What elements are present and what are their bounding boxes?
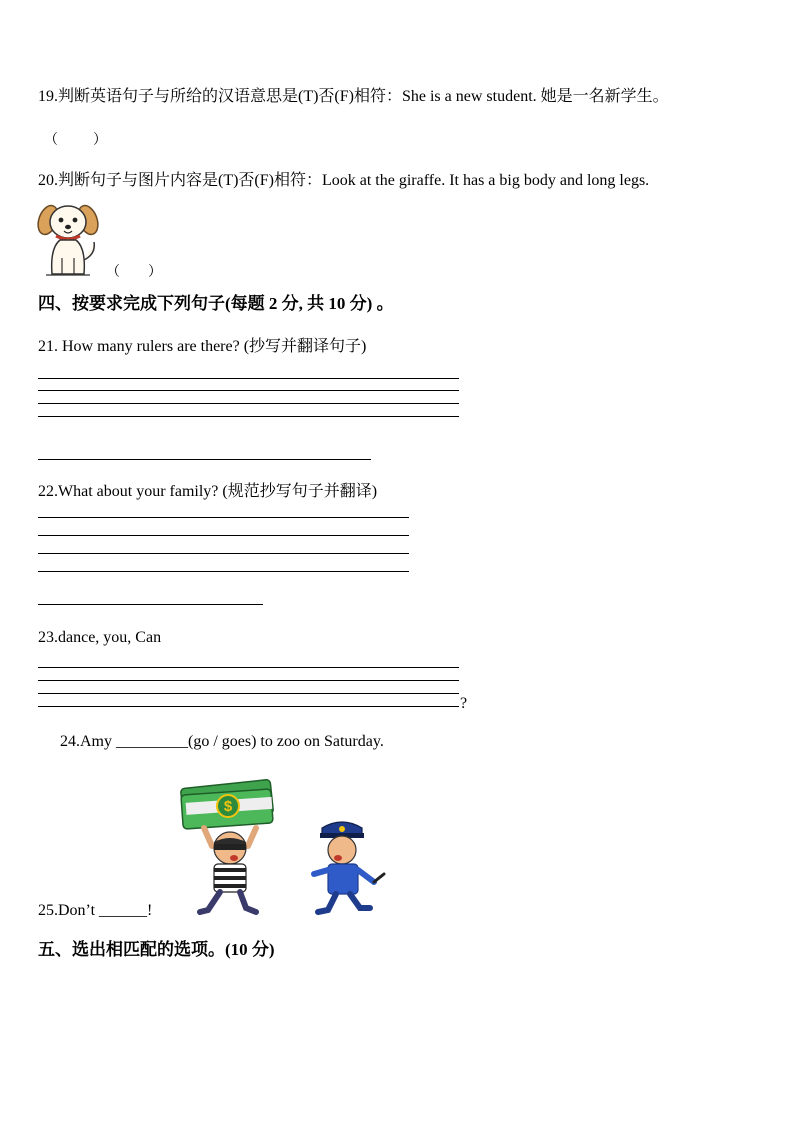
question-23-text: 23.dance, you, Can <box>38 629 162 646</box>
answer-line[interactable] <box>38 706 459 707</box>
answer-line[interactable] <box>38 680 459 681</box>
answer-line[interactable] <box>38 416 459 417</box>
question-25-text: 25.Don’t ______! <box>38 902 153 919</box>
translation-line[interactable] <box>38 459 371 460</box>
answer-line[interactable] <box>38 403 459 404</box>
dog-illustration <box>36 200 102 278</box>
question-20-text: 20.判断句子与图片内容是(T)否(F)相符：Look at the giraffe. It has a big body and long legs. <box>38 172 650 189</box>
answer-line[interactable] <box>38 517 409 518</box>
question-19-answer-blank[interactable]: （ ） <box>44 133 107 148</box>
answer-line[interactable] <box>38 693 459 694</box>
translation-line[interactable] <box>38 604 263 605</box>
dollar-sign: $ <box>223 798 233 815</box>
answer-line[interactable] <box>38 378 459 379</box>
police-officer-figure <box>314 822 384 912</box>
question-23-end-mark: ? <box>460 695 468 712</box>
answer-line[interactable] <box>38 535 409 536</box>
thief-and-police-illustration <box>178 778 393 918</box>
section-4-title: 四、按要求完成下列句子(每题 2 分, 共 10 分) 。 <box>38 294 394 313</box>
question-20-answer-blank[interactable]: （ ） <box>106 265 162 280</box>
section-5-title: 五、选出相匹配的选项。(10 分) <box>38 940 275 959</box>
answer-line[interactable] <box>38 390 459 391</box>
thief-figure <box>200 828 256 912</box>
answer-line[interactable] <box>38 571 409 572</box>
answer-line[interactable] <box>38 553 409 554</box>
answer-line[interactable] <box>38 667 459 668</box>
question-24-text: 24.Amy _________(go / goes) to zoo on Saturday. <box>60 733 384 750</box>
question-19-text: 19.判断英语句子与所给的汉语意思是(T)否(F)相符：She is a new student. 她是一名新学生。 <box>38 88 669 105</box>
question-22-text: 22.What about your family? (规范抄写句子并翻译) <box>38 483 378 500</box>
question-21-text: 21. How many rulers are there? (抄写并翻译句子) <box>38 338 367 355</box>
